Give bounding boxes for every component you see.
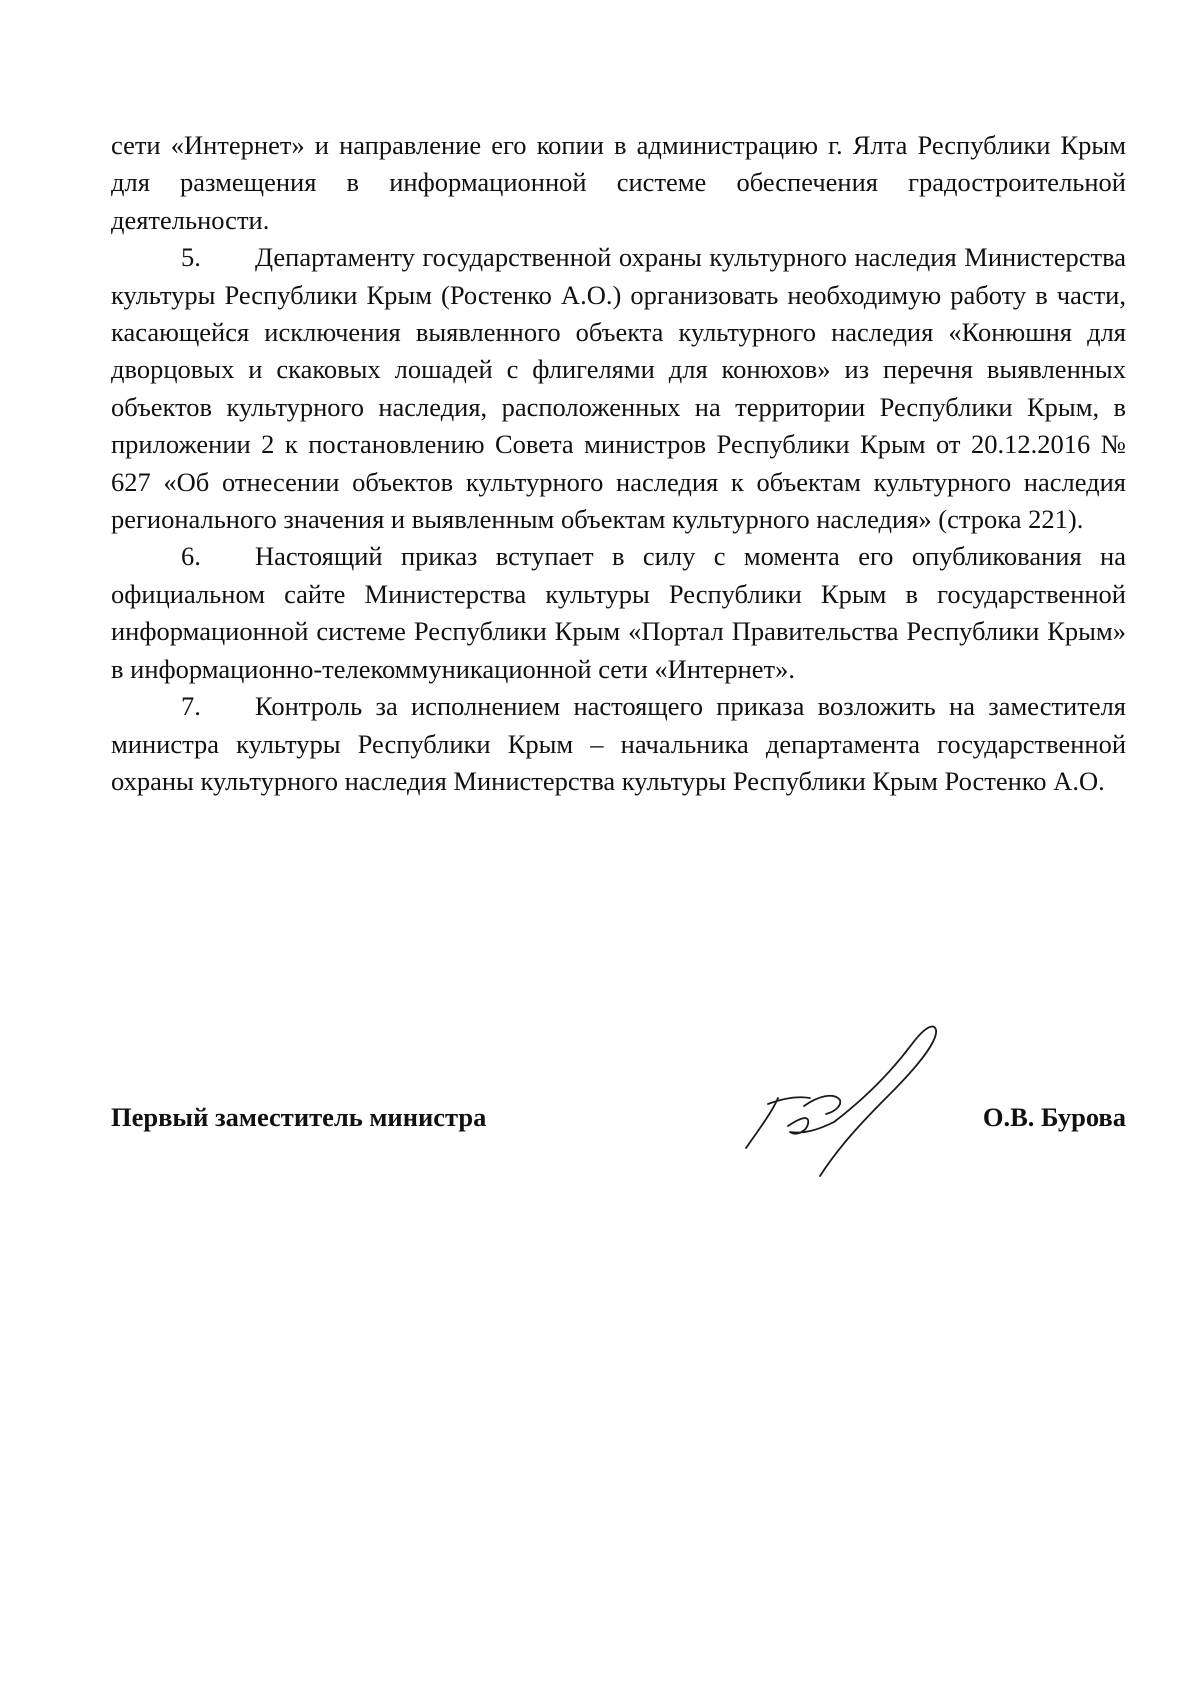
- item-number: 5.: [181, 242, 201, 273]
- signer-position: Первый заместитель министра: [111, 1102, 487, 1132]
- document-body: [111, 127, 1126, 800]
- paragraph-item-7: [111, 688, 1126, 800]
- paragraph-text: сети «Интернет» и направление его копии в администрацию г. Ялта Республики Крым для размещения в информационной системе обеспечения градостроительной деятельности.: [111, 130, 1126, 235]
- paragraph-text: Департаменту государственной охраны культурного наследия Министерства культуры Республики Крым (Ростенко А.О.) организовать необходимую работу в части, касающейся исключения выявленного объекта культурного наследия «Конюшня для дворцовых и скаковых лошадей с флигелями для конюхов» из перечня выявленных объектов культурного наследия, расположенных на территории Республики Крым, в приложении 2 к постановлению Совета министров Республики Крым от 20.12.2016 № 627 «Об отнесении объектов культурного наследия к объектам культурного наследия регионального значения и выявленным объектам культурного наследия» (строка 221).: [111, 242, 1126, 535]
- paragraph-text: Контроль за исполнением настоящего приказа возложить на заместителя министра культуры Республики Крым – начальника департамента государственной охраны культурного наследия Министерства культуры Республики Крым Ростенко А.О.: [111, 691, 1126, 796]
- paragraph-item-5: [111, 239, 1126, 538]
- item-number: 7.: [181, 691, 201, 722]
- signer-name: О.В. Бурова: [982, 1102, 1126, 1132]
- paragraph-text: Настоящий приказ вступает в силу с момента его опубликования на официальном сайте Министерства культуры Республики Крым в государственной информационной системе Республики Крым «Портал Правительства Республики Крым» в информационно-телекоммуникационной сети «Интернет».: [111, 541, 1126, 684]
- paragraph-item-6: [111, 538, 1126, 688]
- paragraph-continuation: [111, 127, 1126, 239]
- signature-block: [111, 1102, 1126, 1162]
- item-number: 6.: [181, 541, 201, 572]
